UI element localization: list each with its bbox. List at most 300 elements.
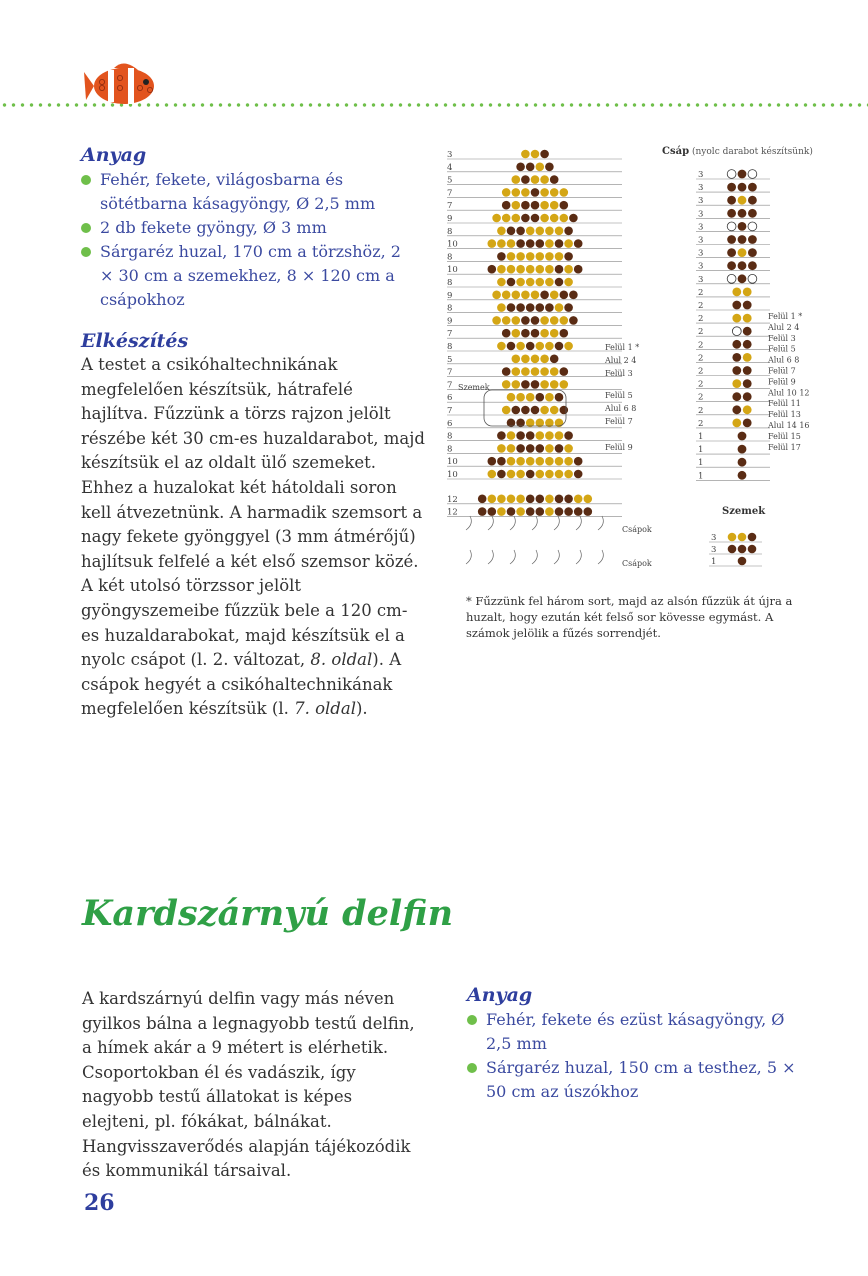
bead bbox=[550, 355, 559, 364]
bead bbox=[732, 288, 741, 297]
bead bbox=[738, 432, 747, 441]
bead bbox=[555, 444, 564, 453]
bead bbox=[738, 183, 747, 192]
bead bbox=[536, 239, 545, 248]
bead bbox=[732, 419, 741, 428]
row-number: 2 bbox=[698, 314, 704, 325]
bead bbox=[507, 252, 516, 261]
bead bbox=[564, 227, 573, 236]
bead bbox=[507, 470, 516, 479]
bead bbox=[743, 340, 752, 349]
row-number: 2 bbox=[698, 366, 704, 377]
bead bbox=[555, 265, 564, 274]
bead bbox=[531, 355, 540, 364]
wire-line bbox=[532, 516, 537, 530]
row-number: 8 bbox=[447, 303, 453, 314]
bead bbox=[540, 316, 549, 325]
row-number: 1 bbox=[698, 458, 704, 469]
bead bbox=[560, 406, 569, 415]
bead bbox=[748, 222, 757, 231]
bead bbox=[545, 252, 554, 261]
bead bbox=[540, 329, 549, 338]
row-number: 7 bbox=[447, 188, 453, 199]
bead bbox=[507, 393, 516, 402]
szemek-title: Szemek bbox=[722, 506, 766, 517]
bead bbox=[526, 252, 535, 261]
row-number: 3 bbox=[698, 209, 704, 220]
row-label: Felül 13 bbox=[768, 410, 801, 420]
bead bbox=[521, 406, 530, 415]
bead bbox=[536, 495, 545, 504]
bead bbox=[516, 507, 525, 516]
bead bbox=[488, 239, 497, 248]
bead bbox=[555, 457, 564, 466]
row-number: 6 bbox=[447, 393, 453, 404]
bead bbox=[497, 507, 506, 516]
bead bbox=[555, 495, 564, 504]
bead bbox=[502, 329, 511, 338]
bead bbox=[738, 471, 747, 480]
bead bbox=[512, 175, 521, 184]
wire-line bbox=[576, 516, 581, 530]
row-label: Felül 5 bbox=[605, 391, 633, 400]
bead bbox=[564, 265, 573, 274]
bead bbox=[728, 533, 737, 542]
bead bbox=[540, 380, 549, 389]
bead bbox=[560, 367, 569, 376]
bead bbox=[574, 507, 583, 516]
bead bbox=[521, 316, 530, 325]
wire-line bbox=[466, 550, 471, 564]
bead bbox=[536, 278, 545, 287]
bead bbox=[497, 265, 506, 274]
bead bbox=[738, 261, 747, 270]
row-label: Felül 3 bbox=[768, 333, 796, 343]
row-label: Szemek bbox=[458, 383, 490, 392]
bead bbox=[502, 291, 511, 300]
bead bbox=[531, 175, 540, 184]
bead bbox=[521, 175, 530, 184]
row-number: 9 bbox=[447, 214, 453, 224]
bead bbox=[478, 507, 487, 516]
bead bbox=[512, 355, 521, 364]
bead bbox=[536, 303, 545, 312]
bead bbox=[545, 303, 554, 312]
bead bbox=[564, 252, 573, 261]
bead bbox=[560, 188, 569, 197]
method-heading: Elkészítés bbox=[81, 330, 189, 352]
bead bbox=[521, 329, 530, 338]
bead bbox=[540, 188, 549, 197]
bead bbox=[560, 316, 569, 325]
bead bbox=[526, 470, 535, 479]
bead bbox=[560, 214, 569, 223]
materials-list bbox=[78, 168, 418, 312]
bead bbox=[526, 278, 535, 287]
materials-list-2 bbox=[464, 1008, 804, 1104]
row-label: Felül 9 bbox=[768, 377, 796, 387]
bead bbox=[743, 353, 752, 362]
bead bbox=[574, 470, 583, 479]
bead bbox=[727, 209, 736, 218]
row-label: Felül 15 bbox=[768, 431, 801, 441]
clownfish-bead-illustration bbox=[84, 58, 164, 110]
bead bbox=[516, 342, 525, 351]
bead bbox=[748, 170, 757, 179]
row-label: Felül 7 bbox=[768, 366, 796, 376]
bead bbox=[512, 201, 521, 210]
bead bbox=[732, 379, 741, 388]
bead bbox=[728, 545, 737, 554]
bead bbox=[536, 431, 545, 440]
bead bbox=[564, 303, 573, 312]
bead bbox=[732, 366, 741, 375]
bead bbox=[550, 188, 559, 197]
bead bbox=[526, 457, 535, 466]
bead bbox=[526, 342, 535, 351]
bead bbox=[743, 379, 752, 388]
row-label: Csápok bbox=[622, 525, 652, 534]
bead bbox=[512, 406, 521, 415]
wire-line bbox=[510, 550, 515, 564]
wire-line bbox=[488, 550, 493, 564]
bead bbox=[540, 355, 549, 364]
row-label: Alul 6 8 bbox=[768, 355, 800, 365]
bead bbox=[526, 265, 535, 274]
bead bbox=[521, 367, 530, 376]
bead bbox=[507, 495, 516, 504]
bead bbox=[526, 303, 535, 312]
bead bbox=[516, 444, 525, 453]
row-number: 8 bbox=[447, 342, 453, 352]
row-number: 2 bbox=[698, 405, 704, 416]
bead bbox=[507, 431, 516, 440]
bead bbox=[516, 227, 525, 236]
bead bbox=[507, 239, 516, 248]
bead bbox=[497, 470, 506, 479]
row-label: Alul 2 4 bbox=[768, 322, 800, 332]
bead bbox=[550, 291, 559, 300]
bead bbox=[512, 188, 521, 197]
bead bbox=[560, 329, 569, 338]
bead bbox=[540, 406, 549, 415]
bead bbox=[738, 196, 747, 205]
bead bbox=[497, 431, 506, 440]
bead bbox=[531, 367, 540, 376]
bead bbox=[748, 533, 757, 542]
bead bbox=[502, 380, 511, 389]
bead bbox=[550, 175, 559, 184]
bead bbox=[748, 235, 757, 244]
bead bbox=[526, 239, 535, 248]
row-label: Alul 14 16 bbox=[768, 421, 810, 430]
row-label: Felül 5 bbox=[768, 344, 796, 354]
bead bbox=[521, 188, 530, 197]
row-label: Felül 3 bbox=[605, 369, 633, 378]
bead bbox=[555, 252, 564, 261]
row-number: 3 bbox=[698, 261, 704, 272]
bead bbox=[748, 545, 757, 554]
bead bbox=[555, 507, 564, 516]
bead bbox=[738, 248, 747, 257]
row-label: Felül 1 * bbox=[768, 312, 803, 321]
bead bbox=[521, 201, 530, 210]
wire-line bbox=[510, 516, 515, 530]
bead bbox=[536, 227, 545, 236]
bead bbox=[574, 457, 583, 466]
bead bbox=[507, 227, 516, 236]
bead bbox=[512, 214, 521, 223]
bead bbox=[732, 301, 741, 310]
bead bbox=[512, 367, 521, 376]
bead bbox=[526, 507, 535, 516]
row-number: 3 bbox=[698, 235, 704, 246]
bead bbox=[555, 470, 564, 479]
row-number: 10 bbox=[447, 457, 458, 468]
bead bbox=[555, 393, 564, 402]
row-number: 7 bbox=[447, 201, 453, 212]
bead bbox=[536, 342, 545, 351]
bead bbox=[727, 183, 736, 192]
bead bbox=[497, 303, 506, 312]
bead bbox=[545, 393, 554, 402]
bead bbox=[545, 163, 554, 172]
bead bbox=[743, 405, 752, 414]
szemek-diagram bbox=[709, 506, 766, 567]
bead bbox=[512, 316, 521, 325]
bead bbox=[536, 457, 545, 466]
bead bbox=[531, 380, 540, 389]
bead bbox=[743, 419, 752, 428]
row-number: 5 bbox=[447, 354, 453, 365]
row-number: 3 bbox=[447, 150, 453, 160]
bead bbox=[748, 274, 757, 283]
bead bbox=[531, 188, 540, 197]
csap-diagram bbox=[662, 146, 813, 481]
bead bbox=[738, 445, 747, 454]
row-number: 1 bbox=[711, 557, 717, 567]
row-label: Alul 6 8 bbox=[605, 404, 637, 413]
bead bbox=[497, 495, 506, 504]
bead bbox=[545, 431, 554, 440]
bead bbox=[574, 495, 583, 504]
bead bbox=[545, 265, 554, 274]
bead bbox=[727, 196, 736, 205]
bead bbox=[545, 444, 554, 453]
row-number: 8 bbox=[447, 431, 453, 442]
bead bbox=[550, 214, 559, 223]
bead bbox=[727, 261, 736, 270]
wire-line bbox=[598, 516, 603, 530]
bead bbox=[564, 507, 573, 516]
material-heading-2: Anyag bbox=[467, 984, 533, 1006]
bead bbox=[536, 393, 545, 402]
bead bbox=[526, 227, 535, 236]
bead bbox=[526, 495, 535, 504]
bead bbox=[545, 239, 554, 248]
bead bbox=[550, 367, 559, 376]
bead bbox=[531, 214, 540, 223]
bead bbox=[488, 507, 497, 516]
row-number: 9 bbox=[447, 316, 453, 327]
bead bbox=[584, 507, 593, 516]
diagram-footnote: * Fűzzünk fel három sort, majd az alsón fűzzük át újra a huzalt, hogy ezután két felső sor kövesse egymást. A számok jelölik a fűzés sorrendjét. bbox=[466, 594, 793, 640]
bead bbox=[545, 227, 554, 236]
bead bbox=[545, 457, 554, 466]
section-title: Kardszárnyú delfin bbox=[82, 893, 454, 934]
bead bbox=[545, 507, 554, 516]
bead bbox=[569, 291, 578, 300]
bead bbox=[555, 431, 564, 440]
bead bbox=[516, 278, 525, 287]
row-number: 6 bbox=[447, 418, 453, 429]
bead bbox=[526, 431, 535, 440]
bead bbox=[488, 265, 497, 274]
bead bbox=[512, 291, 521, 300]
row-number: 12 bbox=[447, 507, 458, 518]
bead bbox=[521, 214, 530, 223]
bead bbox=[521, 380, 530, 389]
row-number: 2 bbox=[698, 327, 704, 338]
wire-line bbox=[598, 550, 603, 564]
bead bbox=[748, 183, 757, 192]
bead bbox=[536, 265, 545, 274]
row-label: Felül 1 * bbox=[605, 343, 640, 352]
method-text-part: ). bbox=[355, 699, 368, 719]
bead bbox=[732, 405, 741, 414]
bead bbox=[560, 380, 569, 389]
material-item: 2 db fekete gyöngy, Ø 3 mm bbox=[78, 216, 418, 240]
page-reference: 7. oldal bbox=[294, 699, 356, 719]
bead bbox=[478, 495, 487, 504]
bead bbox=[507, 444, 516, 453]
bead bbox=[748, 196, 757, 205]
row-number: 3 bbox=[698, 274, 704, 285]
row-number: 8 bbox=[447, 252, 453, 263]
bead bbox=[531, 406, 540, 415]
bead bbox=[560, 291, 569, 300]
bead bbox=[507, 457, 516, 466]
bead bbox=[550, 201, 559, 210]
row-label: Felül 11 bbox=[768, 399, 801, 409]
bead bbox=[492, 214, 501, 223]
bead bbox=[507, 265, 516, 274]
row-number: 10 bbox=[447, 470, 458, 480]
bead bbox=[531, 329, 540, 338]
bead bbox=[732, 314, 741, 323]
wire-line bbox=[554, 550, 559, 564]
bead bbox=[516, 495, 525, 504]
bead bbox=[540, 175, 549, 184]
bead bbox=[516, 431, 525, 440]
bead bbox=[727, 222, 736, 231]
bead bbox=[738, 209, 747, 218]
bead bbox=[497, 239, 506, 248]
bead bbox=[738, 170, 747, 179]
bead bbox=[564, 495, 573, 504]
row-number: 8 bbox=[447, 226, 453, 237]
wire-line bbox=[532, 550, 537, 564]
bead bbox=[516, 163, 525, 172]
method-text-part: ). A csápok hegyét a csikóhaltechnikának megfelelően készítsük (l. bbox=[81, 650, 402, 719]
intro-text: A kardszárnyú delfin vagy más néven gyilkos bálna a legnagyobb testű delfin, a hímek akár a 9 métert is elérhetik. Csoportokban él és vadászik, így nagyobb testű állatokat is képes elejteni, pl. fókákat, bálnákat. Hangvisszaverődés alapján tájékozódik és kommunikál társaival. bbox=[82, 989, 415, 1181]
bead bbox=[555, 227, 564, 236]
bead bbox=[516, 265, 525, 274]
row-number: 1 bbox=[698, 432, 704, 442]
row-number: 3 bbox=[698, 183, 704, 194]
row-number: 9 bbox=[447, 290, 453, 301]
bead bbox=[545, 495, 554, 504]
bead bbox=[516, 457, 525, 466]
bead bbox=[536, 163, 545, 172]
bead bbox=[497, 342, 506, 351]
bead bbox=[569, 214, 578, 223]
bead bbox=[497, 278, 506, 287]
material-item: Sárgaréz huzal, 170 cm a törzshöz, 2 × 30 cm a szemekhez, 8 × 120 cm a csápokhoz bbox=[78, 240, 418, 312]
row-label: Alul 10 12 bbox=[768, 388, 810, 398]
row-number: 12 bbox=[447, 494, 458, 505]
row-number: 2 bbox=[698, 392, 704, 403]
material-heading: Anyag bbox=[81, 144, 147, 166]
csap-subtitle: (nyolc darabot készítsünk) bbox=[692, 147, 813, 157]
row-number: 3 bbox=[711, 545, 717, 555]
row-number: 2 bbox=[698, 287, 704, 298]
bead bbox=[516, 303, 525, 312]
row-number: 4 bbox=[447, 162, 453, 173]
bead bbox=[545, 278, 554, 287]
material-item: Fehér, fekete és ezüst kásagyöngy, Ø 2,5 mm bbox=[464, 1008, 804, 1056]
csap-title: Csáp bbox=[662, 146, 690, 157]
bead bbox=[497, 227, 506, 236]
wire-line bbox=[554, 516, 559, 530]
bead bbox=[536, 470, 545, 479]
row-number: 7 bbox=[447, 329, 453, 340]
bead bbox=[727, 248, 736, 257]
bead bbox=[743, 392, 752, 401]
bead bbox=[502, 201, 511, 210]
page-reference: 8. oldal bbox=[310, 650, 373, 670]
bead bbox=[540, 214, 549, 223]
bead bbox=[555, 303, 564, 312]
bead bbox=[574, 239, 583, 248]
page-number: 26 bbox=[84, 1190, 115, 1216]
bead bbox=[502, 188, 511, 197]
row-number: 10 bbox=[447, 239, 458, 250]
bead-pattern-diagrams bbox=[440, 140, 865, 580]
row-number: 7 bbox=[447, 367, 453, 378]
bead bbox=[564, 239, 573, 248]
bead bbox=[536, 252, 545, 261]
bead bbox=[531, 291, 540, 300]
row-label: Alul 2 4 bbox=[605, 356, 637, 365]
row-label: Csápok bbox=[622, 559, 652, 568]
bead bbox=[555, 342, 564, 351]
bead bbox=[540, 150, 549, 159]
bead bbox=[738, 235, 747, 244]
bead bbox=[727, 235, 736, 244]
bead bbox=[564, 457, 573, 466]
row-number: 2 bbox=[698, 379, 704, 390]
bead bbox=[743, 366, 752, 375]
row-number: 3 bbox=[711, 533, 717, 543]
bead bbox=[497, 252, 506, 261]
bead bbox=[545, 470, 554, 479]
bead bbox=[497, 457, 506, 466]
bead bbox=[507, 507, 516, 516]
bead bbox=[560, 201, 569, 210]
bead bbox=[502, 406, 511, 415]
bead bbox=[550, 406, 559, 415]
